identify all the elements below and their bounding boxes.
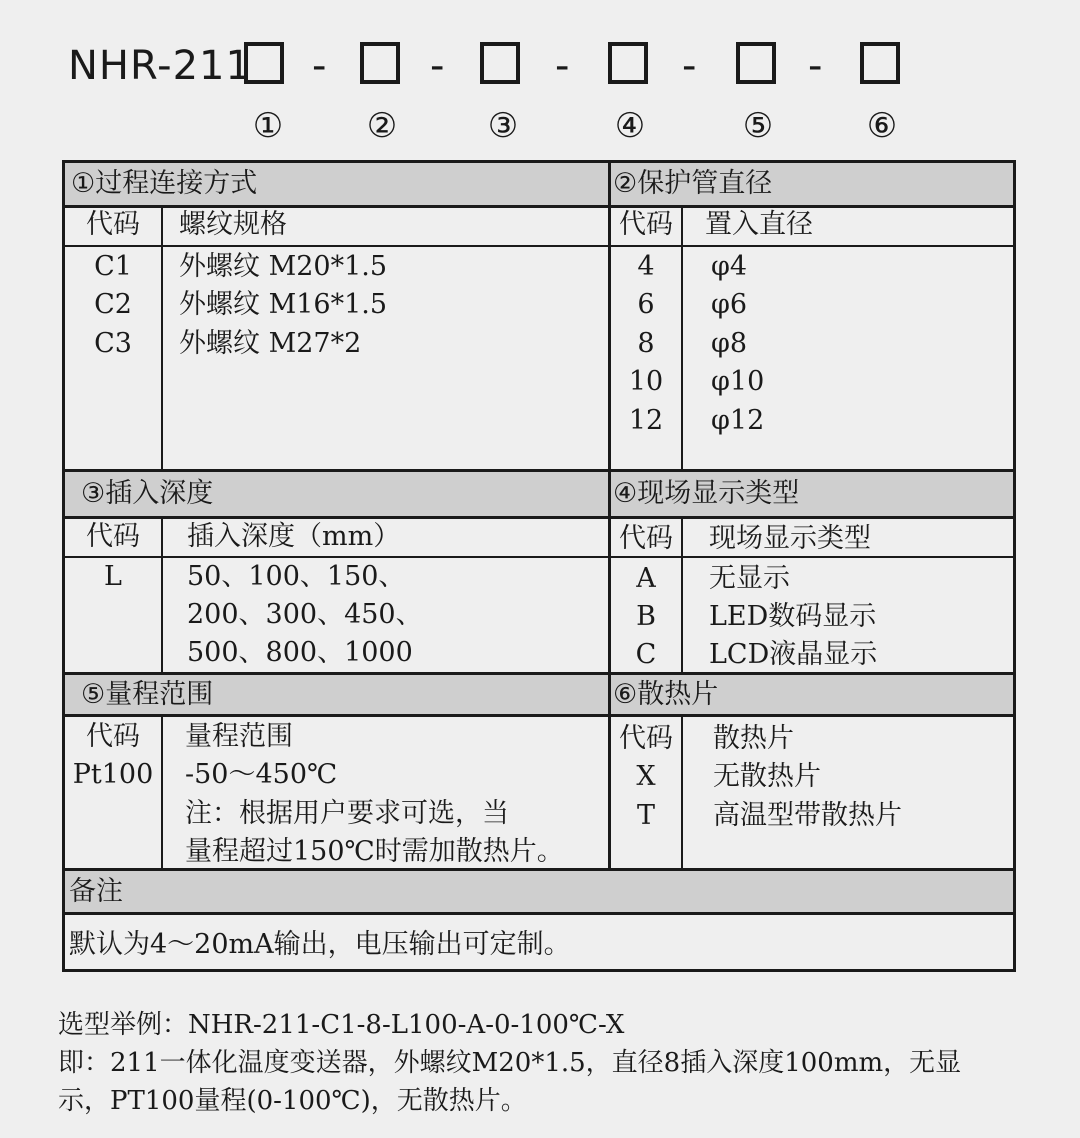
column-header-code: 代码 <box>86 721 140 752</box>
column-header-code: 代码 <box>86 521 140 552</box>
selection-example: 选型举例：NHR-211-C1-8-L100-A-0-100℃-X <box>58 1010 625 1040</box>
example-explanation-line-2: 示，PT100量程(0-100℃)，无散热片。 <box>58 1086 527 1116</box>
table-cell-value: 外螺纹 M27*2 <box>179 328 362 359</box>
table-cell-code: C1 <box>94 251 132 282</box>
table-cell-value: φ6 <box>711 289 748 320</box>
remarks-header-band <box>65 870 1013 912</box>
table-cell-code: 12 <box>628 405 664 436</box>
table-cell-value: 50、100、150、 <box>187 561 406 592</box>
slot-number-3: ③ <box>487 106 519 146</box>
slot-box-5 <box>736 42 776 84</box>
table-cell-code: T <box>636 800 655 831</box>
model-dash: - <box>808 43 823 89</box>
section-title-tube-diameter: ②保护管直径 <box>613 168 773 199</box>
table-cell-value: φ12 <box>711 405 765 436</box>
table-cell-code: L <box>104 561 122 592</box>
table-cell-code: C3 <box>94 328 132 359</box>
table-cell-value: 高温型带散热片 <box>713 800 902 831</box>
example-explanation-line-1: 即：211一体化温度变送器，外螺纹M20*1.5，直径8插入深度100mm，无显 <box>58 1048 962 1078</box>
table-cell-code: 6 <box>637 289 655 320</box>
column-header-code: 代码 <box>619 209 673 240</box>
table-cell-value: 无显示 <box>709 563 790 594</box>
table-cell-value: 外螺纹 M20*1.5 <box>179 251 388 282</box>
slot-box-4 <box>608 42 648 84</box>
remarks-text: 默认为4～20mA输出，电压输出可定制。 <box>69 929 571 960</box>
slot-box-1 <box>244 42 284 84</box>
section-title-heat-sink: ⑥散热片 <box>613 679 719 710</box>
slot-number-6: ⑥ <box>866 106 898 146</box>
table-cell-value: 200、300、450、 <box>187 599 423 630</box>
column-header-range: 量程范围 <box>185 721 293 752</box>
model-prefix: NHR-211 <box>68 43 252 89</box>
model-dash: - <box>312 43 327 89</box>
column-header-code: 代码 <box>86 209 140 240</box>
model-dash: - <box>430 43 445 89</box>
column-header-code: 代码 <box>619 723 673 754</box>
table-cell-value: LCD液晶显示 <box>709 639 878 670</box>
table-cell-code: X <box>636 761 656 792</box>
table-cell-value: 无散热片 <box>713 761 821 792</box>
section-title-range: ⑤量程范围 <box>81 679 214 710</box>
table-cell-code: 8 <box>637 328 655 359</box>
table-cell-value: LED数码显示 <box>709 601 877 632</box>
section-title-display-type: ④现场显示类型 <box>613 478 800 509</box>
table-cell-value: φ8 <box>711 328 748 359</box>
section-title-insertion-depth: ③插入深度 <box>81 478 214 509</box>
column-header-display: 现场显示类型 <box>709 523 871 554</box>
slot-number-5: ⑤ <box>742 106 774 146</box>
model-dash: - <box>682 43 697 89</box>
slot-box-2 <box>360 42 400 84</box>
table-cell-value: -50～450℃ <box>185 759 338 790</box>
table-cell-value: φ10 <box>711 366 765 397</box>
column-header-depth: 插入深度（mm） <box>187 521 401 552</box>
table-cell-code: C2 <box>94 289 132 320</box>
slot-box-6 <box>860 42 900 84</box>
slot-box-3 <box>480 42 520 84</box>
table-cell-code: 4 <box>637 251 655 282</box>
slot-number-4: ④ <box>614 106 646 146</box>
table-cell-note: 注：根据用户要求可选，当 <box>185 798 509 829</box>
slot-number-2: ② <box>366 106 398 146</box>
section-title-connection: ①过程连接方式 <box>71 168 258 199</box>
column-header-thread: 螺纹规格 <box>179 209 287 240</box>
table-cell-code: A <box>636 563 656 594</box>
slot-number-1: ① <box>252 106 284 146</box>
table-cell-code: 10 <box>628 366 664 397</box>
column-header-heat-sink: 散热片 <box>713 723 794 754</box>
table-cell-code: B <box>636 601 656 632</box>
remarks-title: 备注 <box>69 876 123 907</box>
column-header-code: 代码 <box>619 523 673 554</box>
spec-table <box>62 160 1016 972</box>
table-cell-value: φ4 <box>711 251 748 282</box>
table-cell-value: 外螺纹 M16*1.5 <box>179 289 388 320</box>
model-code <box>68 40 1028 92</box>
table-cell-code: C <box>635 639 657 670</box>
table-cell-code: Pt100 <box>72 759 154 790</box>
column-header-diameter: 置入直径 <box>705 209 813 240</box>
table-cell-note: 量程超过150℃时需加散热片。 <box>185 836 564 867</box>
model-dash: - <box>555 43 570 89</box>
table-cell-value: 500、800、1000 <box>187 637 413 668</box>
